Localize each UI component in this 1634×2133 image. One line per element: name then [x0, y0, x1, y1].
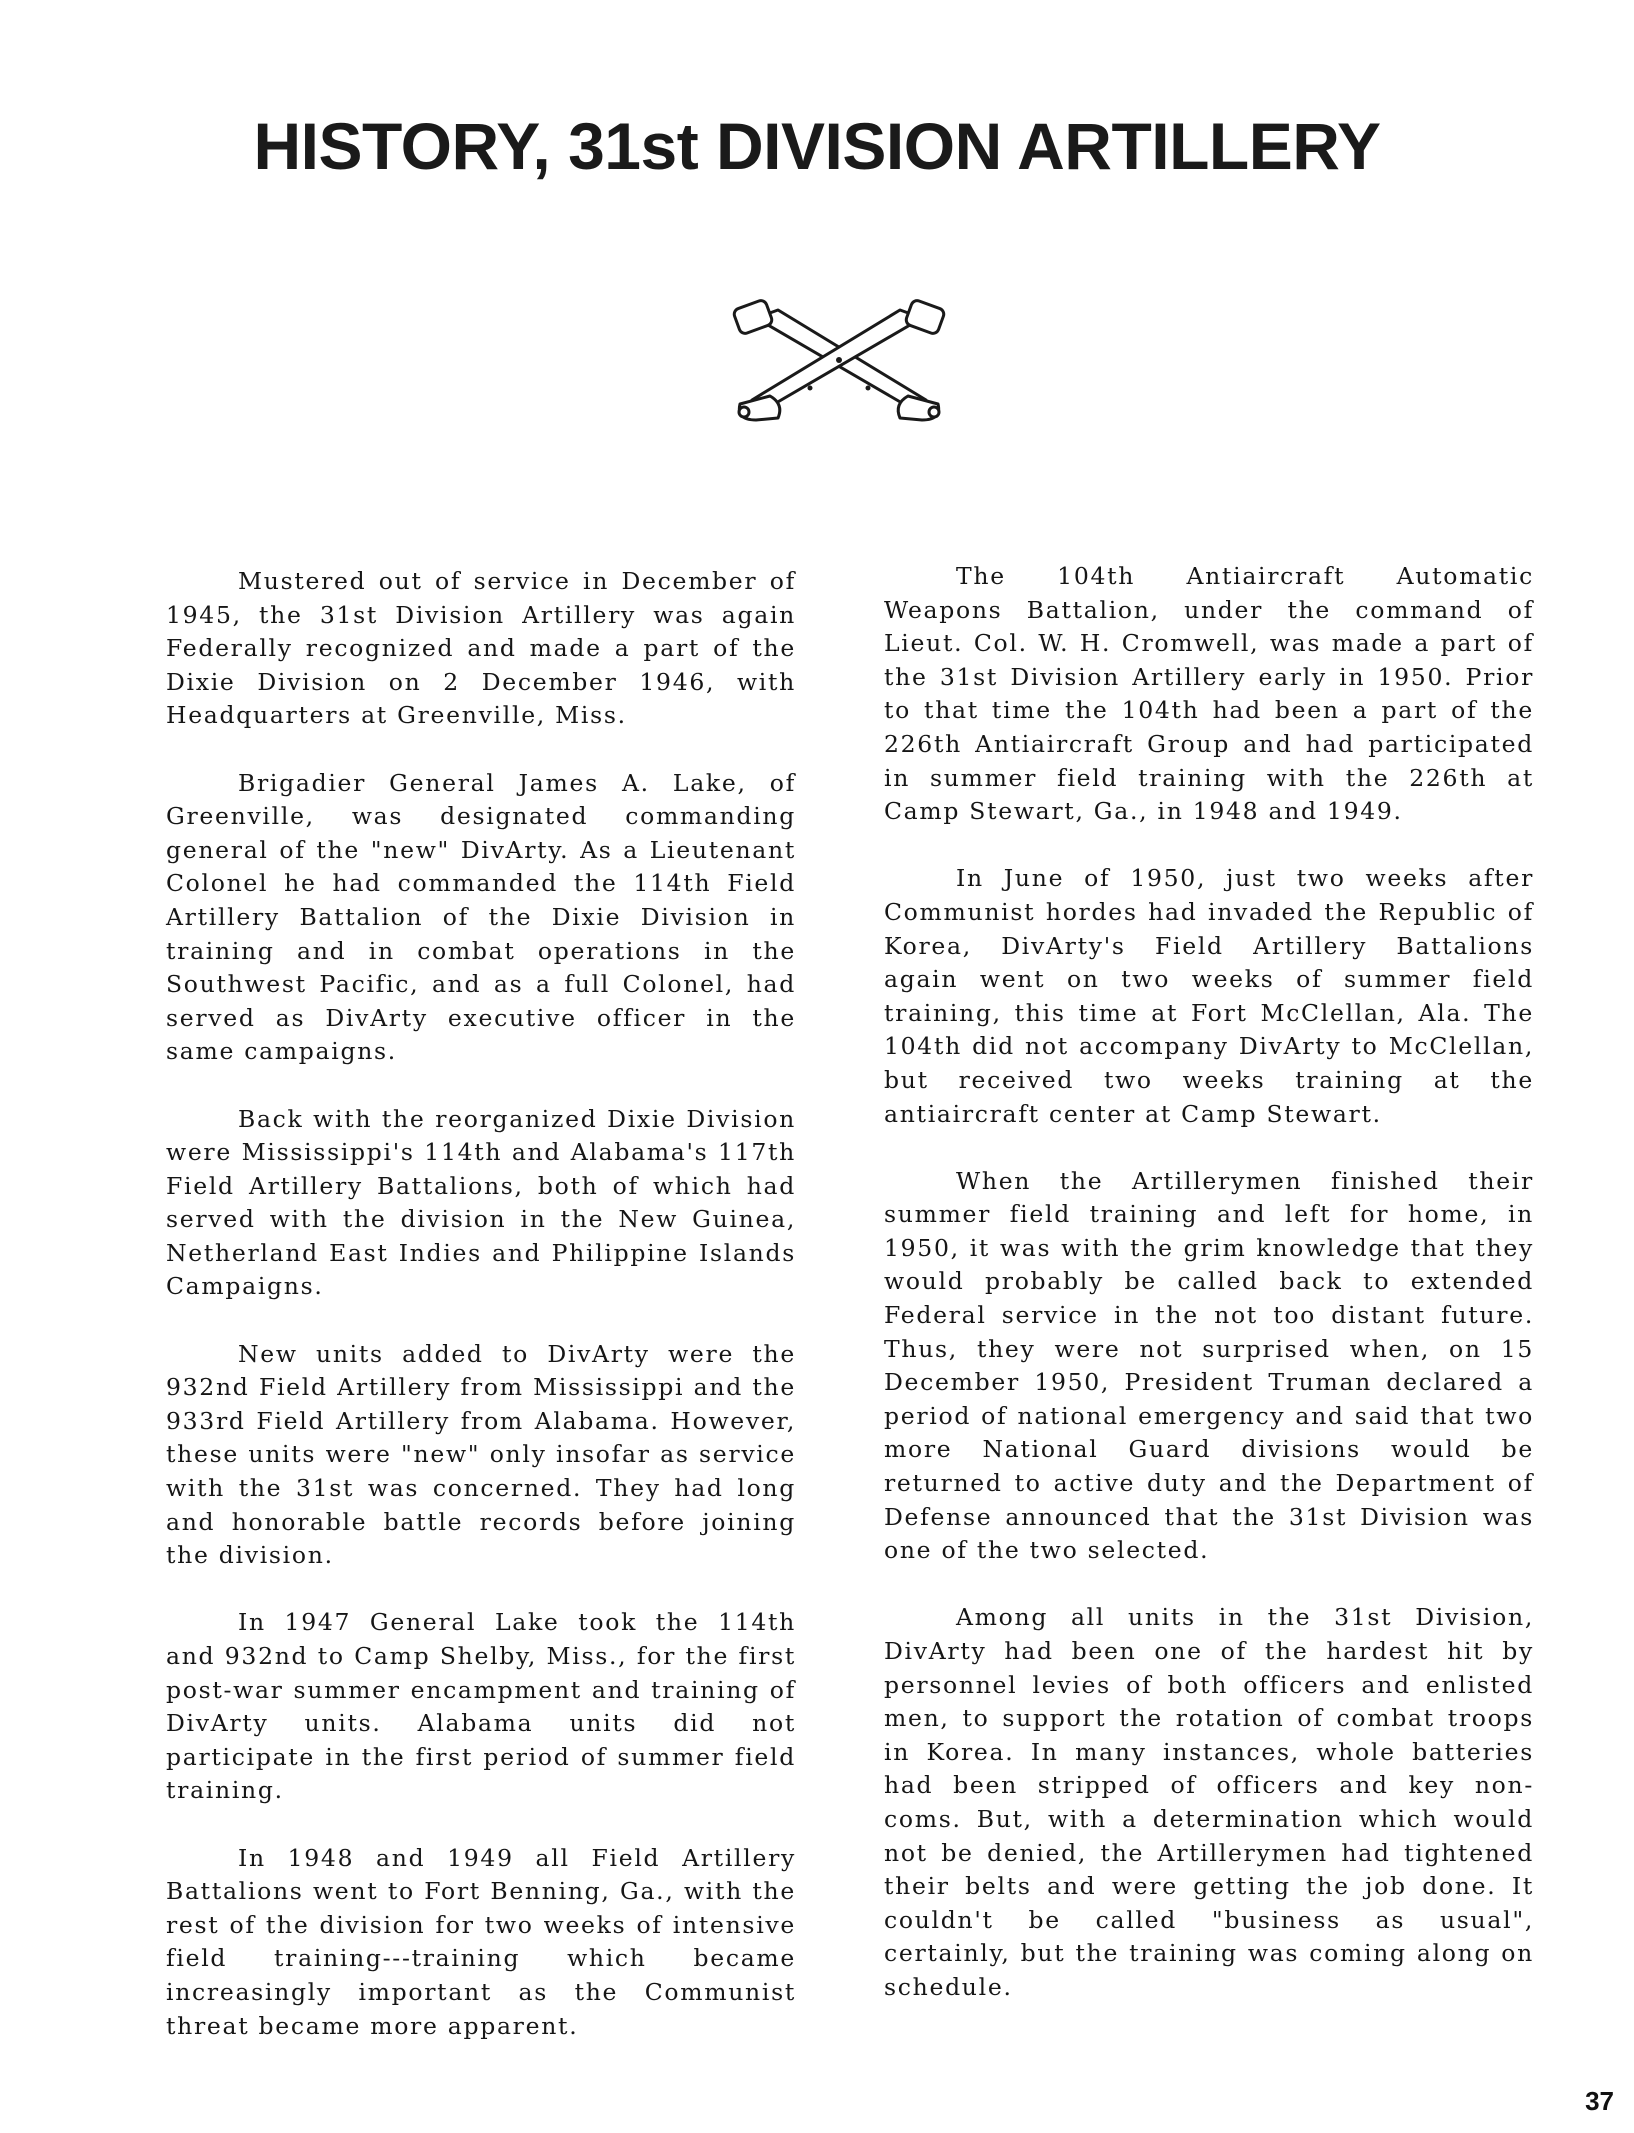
paragraph: In June of 1950, just two weeks after Communist hordes had invaded the Republic of Korea, DivArty's Field Artillery Battalions again went on two weeks of summer field training, this time at Fort McClellan, Ala. The 104th did not accompany DivArty to McClellan, but received two weeks training at the antiaircraft center at Camp Stewart. — [884, 864, 1534, 1128]
paragraph: Brigadier General James A. Lake, of Greenville, was designated commanding general of the "new" DivArty. As a Lieutenant Colonel he had commanded the 114th Field Artillery Battalion of the Dixie Division in training and in combat operations in the Southwest Pacific, and as a full Colonel, had served as DivArty executive officer in the same campaigns. — [166, 768, 796, 1066]
page-number: 37 — [1585, 2086, 1614, 2116]
left-text-column — [166, 565, 796, 2077]
paragraph: Among all units in the 31st Division, DivArty had been one of the hardest hit by personnel levies of both officers and enlisted men, to support the rotation of combat troops in Korea. In many instances, whole batteries had been stripped of officers and key non-coms. But, with a determination which would not be denied, the Artillerymen had tightened their belts and were getting the job done. It couldn't be called "business as usual", certainly, but the training was coming along on schedule. — [884, 1603, 1534, 2001]
paragraph: In 1948 and 1949 all Field Artillery Battalions went to Fort Benning, Ga., with the rest of the division for two weeks of intensive field training---training which became increasingly important as the Communist threat became more apparent. — [166, 1843, 796, 2040]
right-text-column — [884, 560, 1534, 2038]
paragraph: The 104th Antiaircraft Automatic Weapons Battalion, under the command of Lieut. Col. W. H. Cromwell, was made a part of the 31st Division Artillery early in 1950. Prior to that time the 104th had been a part of the 226th Antiaircraft Group and had participated in summer field training with the 226th at Camp Stewart, Ga., in 1948 and 1949. — [884, 562, 1534, 826]
paragraph: In 1947 General Lake took the 114th and 932nd to Camp Shelby, Miss., for the first post-war summer encampment and training of DivArty units. Alabama units did not participate in the first period of summer field training. — [166, 1608, 796, 1805]
paragraph: New units added to DivArty were the 932nd Field Artillery from Mississippi and the 933rd Field Artillery from Alabama. However, these units were "new" only insofar as service with the 31st was concerned. They had long and honorable battle records before joining the division. — [166, 1339, 796, 1570]
crossed-cannons-icon — [726, 296, 952, 426]
paragraph: Back with the reorganized Dixie Division were Mississippi's 114th and Alabama's 117th Field Artillery Battalions, both of which had served with the division in the New Guinea, Netherland East Indies and Philippine Islands Campaigns. — [166, 1104, 796, 1301]
page-title: HISTORY, 31st DIVISION ARTILLERY — [253, 109, 1381, 184]
paragraph: When the Artillerymen finished their summer field training and left for home, in 1950, it was with the grim knowledge that they would probably be called back to extended Federal service in the not too distant future. Thus, they were not surprised when, on 15 December 1950, President Truman declared a period of national emergency and said that two more National Guard divisions would be returned to active duty and the Department of Defense announced that the 31st Division was one of the two selected. — [884, 1166, 1534, 1565]
paragraph: Mustered out of service in December of 1945, the 31st Division Artillery was again Federally recognized and made a part of the Dixie Division on 2 December 1946, with Headquarters at Greenville, Miss. — [166, 567, 796, 730]
